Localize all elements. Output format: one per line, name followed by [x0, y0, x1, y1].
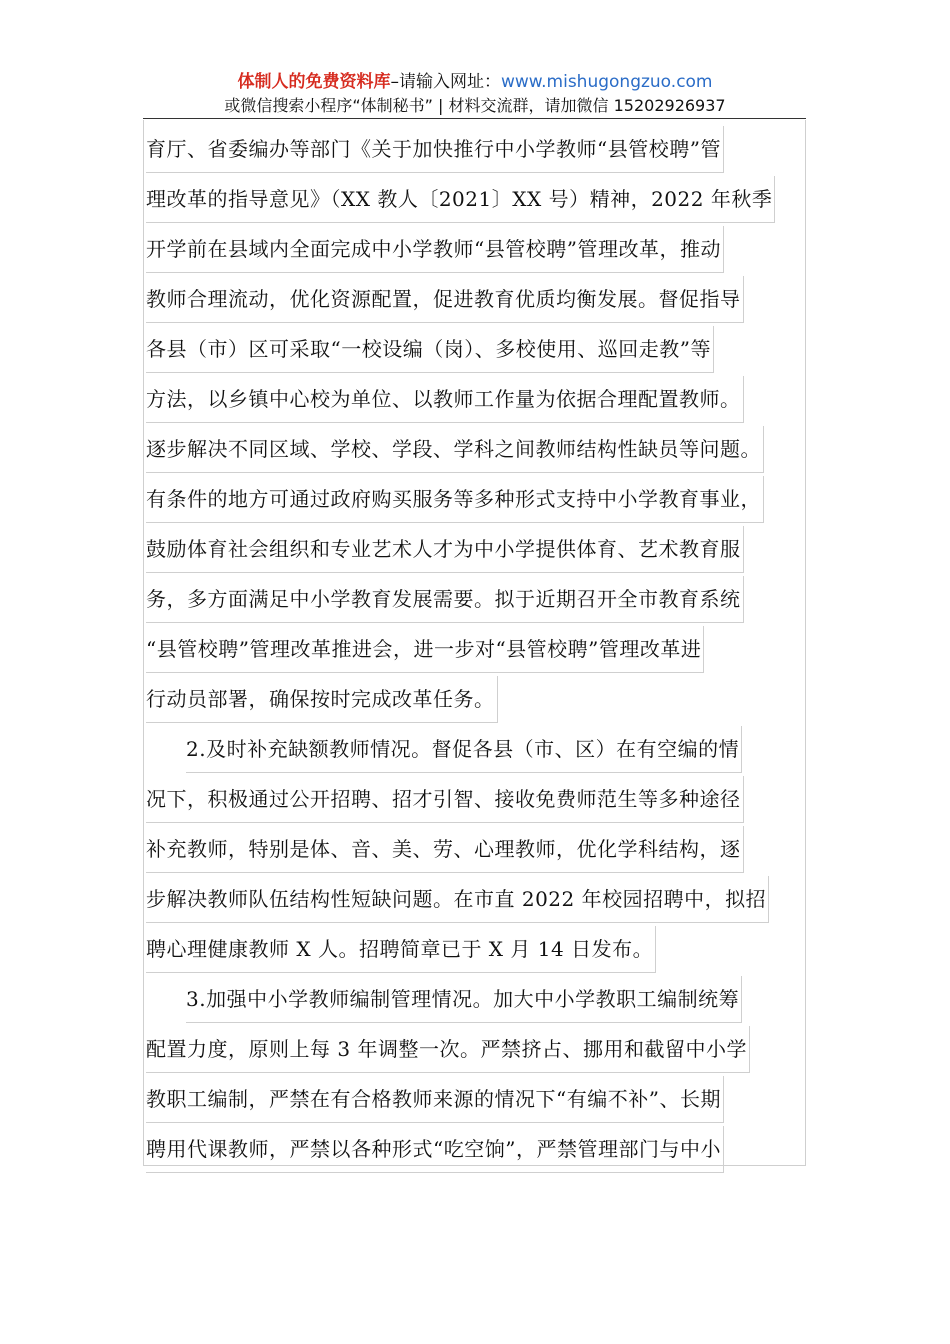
text-line: 育厅、省委编办等部门《关于加快推行中小学教师“县管校聘”管	[146, 125, 816, 175]
website-link[interactable]: www.mishugongzuo.com	[500, 72, 713, 92]
text-line: 补充教师，特别是体、音、美、劳、心理教师，优化学科结构，逐	[146, 825, 816, 875]
paragraph-2-start: 2.及时补充缺额教师情况。督促各县（市、区）在有空编的情	[146, 725, 816, 775]
text-line: 教师合理流动，优化资源配置，促进教育优质均衡发展。督促指导	[146, 275, 816, 325]
url-prompt: –请输入网址：	[390, 72, 501, 92]
text-line: 开学前在县域内全面完成中小学教师“县管校聘”管理改革，推动	[146, 225, 816, 275]
text-line: 逐步解决不同区域、学校、学段、学科之间教师结构性缺员等问题。	[146, 425, 816, 475]
paragraph-3-start: 3.加强中小学教师编制管理情况。加大中小学教职工编制统筹	[146, 975, 816, 1025]
text-line: 鼓励体育社会组织和专业艺术人才为中小学提供体育、艺术教育服	[146, 525, 816, 575]
text-line: 行动员部署，确保按时完成改革任务。	[146, 675, 816, 725]
page-header	[0, 70, 950, 118]
text-line: 况下，积极通过公开招聘、招才引智、接收免费师范生等多种途径	[146, 775, 816, 825]
text-line: 配置力度，原则上每 3 年调整一次。严禁挤占、挪用和截留中小学	[146, 1025, 816, 1075]
text-line: “县管校聘”管理改革推进会，进一步对“县管校聘”管理改革进	[146, 625, 816, 675]
text-line: 各县（市）区可采取“一校设编（岗）、多校使用、巡回走教”等	[146, 325, 816, 375]
header-line-1	[0, 70, 950, 94]
text-line: 理改革的指导意见》（XX 教人〔2021〕XX 号）精神，2022 年秋季	[146, 175, 816, 225]
text-line: 聘心理健康教师 X 人。招聘简章已于 X 月 14 日发布。	[146, 925, 816, 975]
text-line: 有条件的地方可通过政府购买服务等多种形式支持中小学教育事业，	[146, 475, 816, 525]
text-line: 步解决教师队伍结构性短缺问题。在市直 2022 年校园招聘中，拟招	[146, 875, 816, 925]
text-line: 务，多方面满足中小学教育发展需要。拟于近期召开全市教育系统	[146, 575, 816, 625]
text-line: 方法，以乡镇中心校为单位、以教师工作量为依据合理配置教师。	[146, 375, 816, 425]
text-line: 教职工编制，严禁在有合格教师来源的情况下“有编不补”、长期	[146, 1075, 816, 1125]
document-body	[146, 125, 816, 1175]
header-line-2: 或微信搜索小程序“体制秘书” | 材料交流群，请加微信 15202926937	[224, 96, 726, 115]
brand-title: 体制人的免费资料库	[237, 72, 391, 92]
text-line: 聘用代课教师，严禁以各种形式“吃空饷”，严禁管理部门与中小	[146, 1125, 816, 1175]
header-divider	[143, 118, 806, 119]
